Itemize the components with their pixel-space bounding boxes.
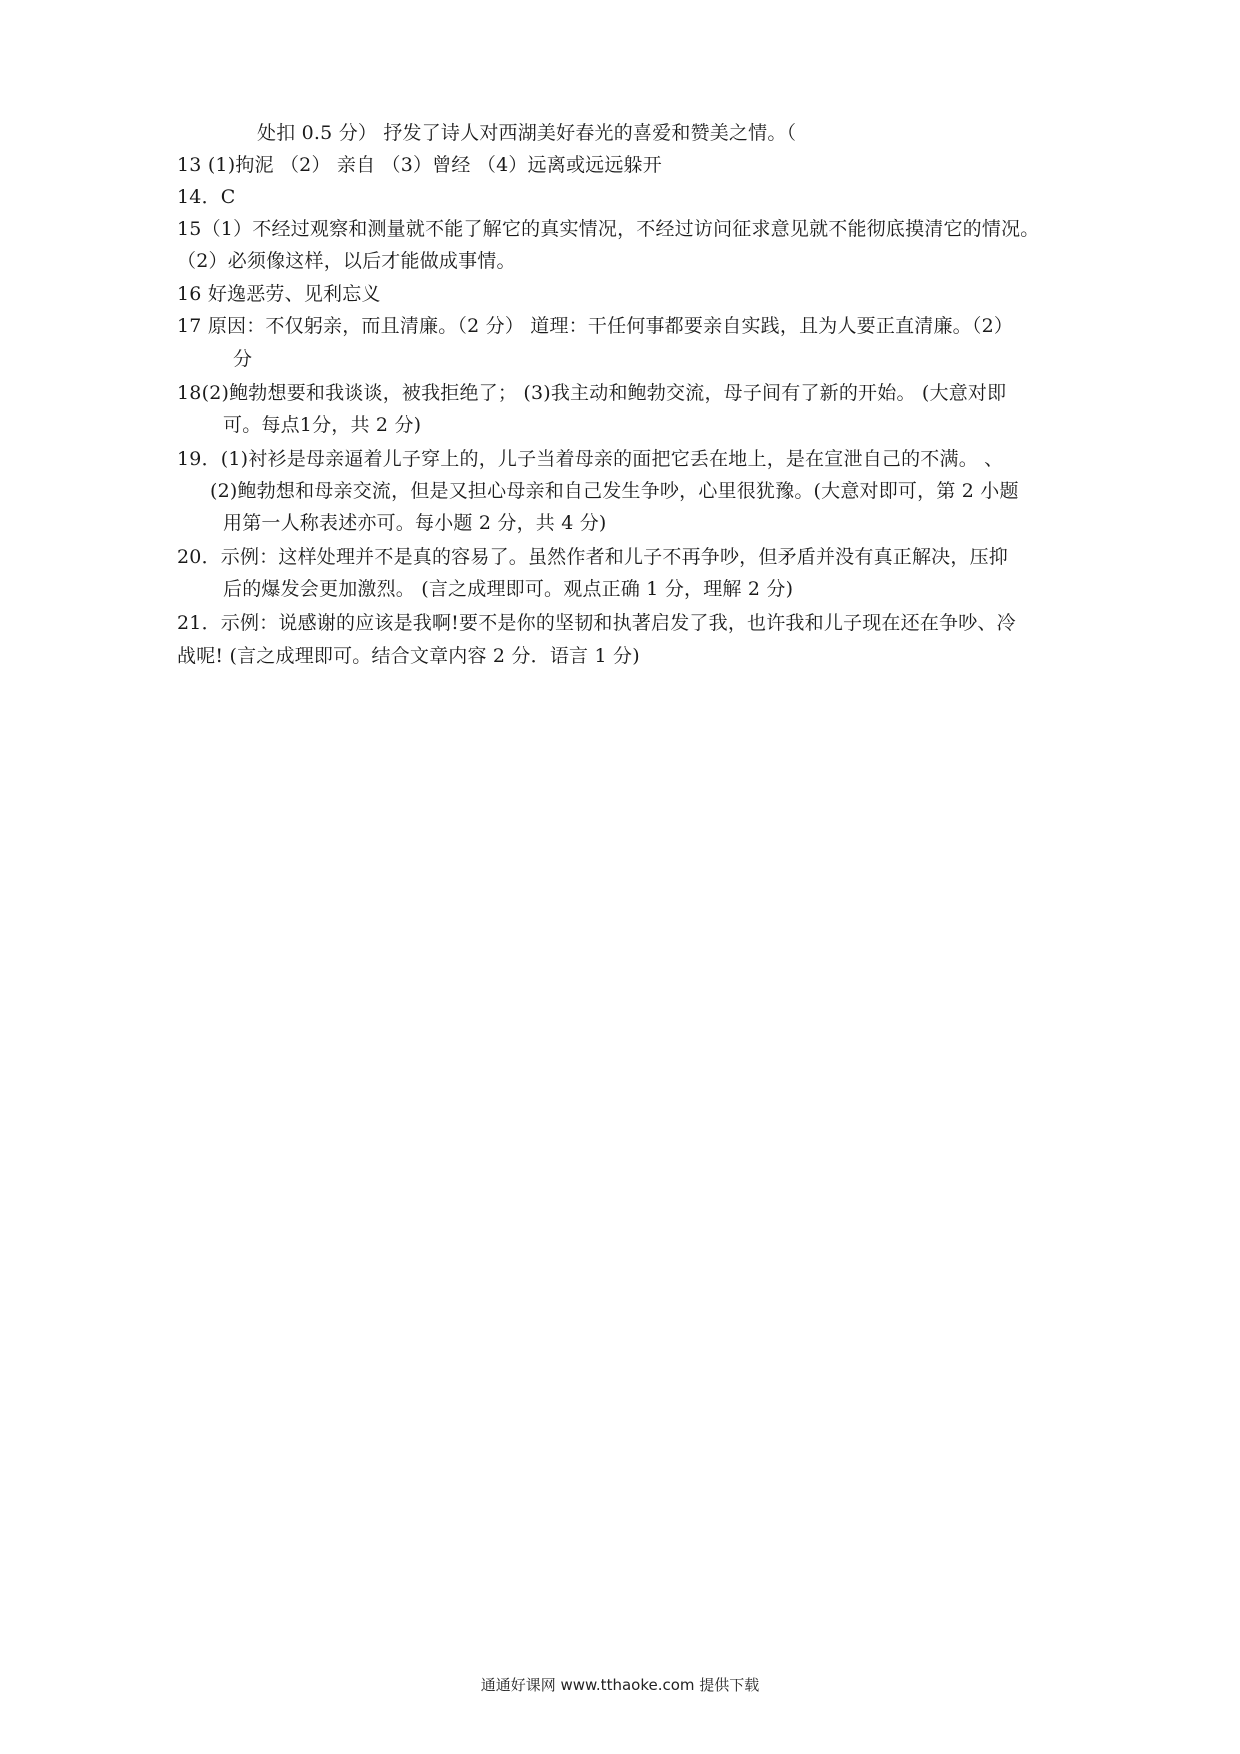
answer-18-continued: 可。每点1分，共 2 分) [223,414,422,436]
answer-20-continued: 后的爆发会更加激烈。 (言之成理即可。观点正确 1 分，理解 2 分) [223,578,794,600]
answer-21: 21．示例：说感谢的应该是我啊!要不是你的坚韧和执著启发了我，也许我和儿子现在还在争吵、冷 [177,612,1016,634]
footer-watermark: 通通好课网 www.tthaoke.com 提供下载 [480,1676,760,1694]
answer-19-part-2: (2)鲍勃想和母亲交流，但是又担心母亲和自己发生争吵，心里很犹豫。(大意对即可，第 2 小题 [210,480,1019,502]
answer-13: 13 (1)拘泥 （2） 亲自 （3）曾经 （4）远离或远远躲开 [177,154,662,176]
answer-line-12-continued: 处扣 0.5 分） 抒发了诗人对西湖美好春光的喜爱和赞美之情。（ [257,122,797,144]
answer-18: 18(2)鲍勃想要和我谈谈，被我拒绝了； (3)我主动和鲍勃交流，母子间有了新的开始。 (大意对即 [177,382,1007,404]
answer-20: 20．示例：这样处理并不是真的容易了。虽然作者和儿子不再争吵，但矛盾并没有真正解决，压抑 [177,546,1008,568]
answer-17: 17 原因：不仅躬亲，而且清廉。（2 分） 道理：干任何事都要亲自实践，且为人要正直清廉。（2） [177,315,1014,337]
answer-21-continued: 战呢! (言之成理即可。结合文章内容 2 分．语言 1 分) [177,645,640,667]
answer-16: 16 好逸恶劳、见利忘义 [177,283,381,305]
answer-19-continued: 用第一人称表述亦可。每小题 2 分，共 4 分) [223,512,607,534]
answer-14: 14．C [177,186,236,208]
answer-19-part-1: 19．(1)衬衫是母亲逼着儿子穿上的，儿子当着母亲的面把它丢在地上，是在宣泄自己的不满。 、 [177,448,1004,470]
answer-15-part-1: 15（1）不经过观察和测量就不能了解它的真实情况，不经过访问征求意见就不能彻底摸清它的情况。 [177,218,1040,240]
answer-15-part-2: （2）必须像这样，以后才能做成事情。 [177,250,516,272]
answer-17-continued: 分 [233,348,253,370]
